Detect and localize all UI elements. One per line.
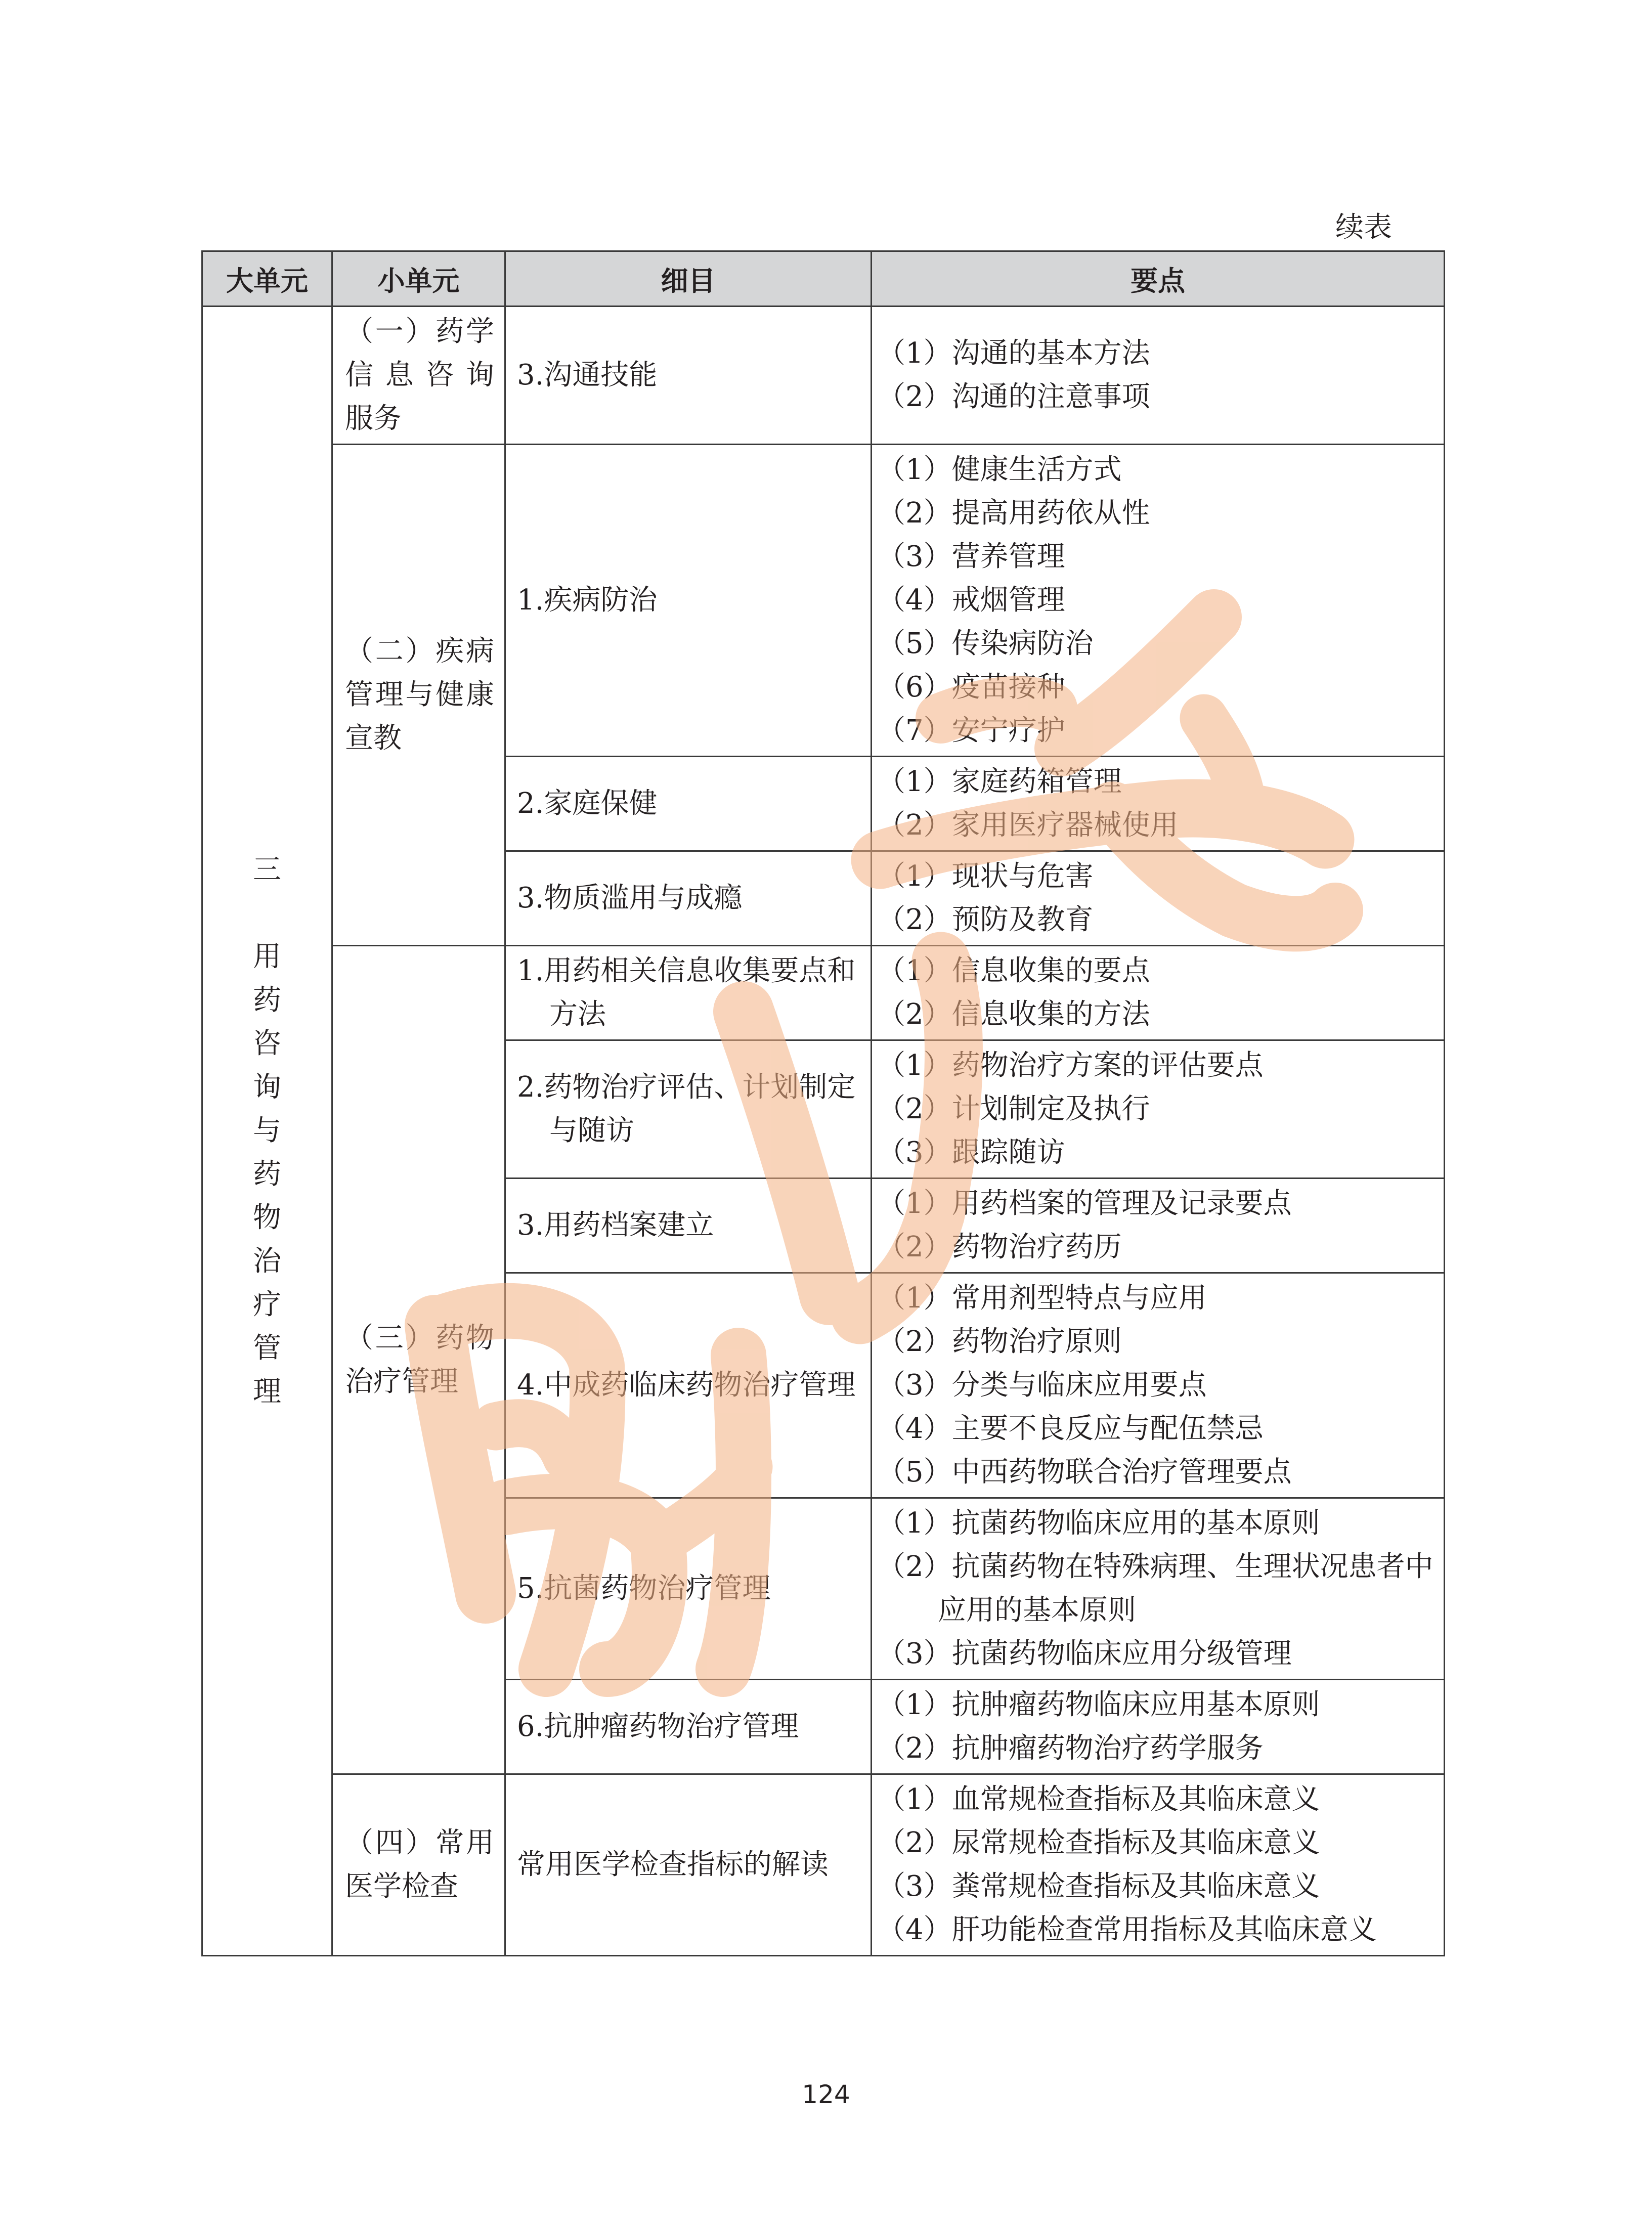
major-unit-char: 询 — [253, 1071, 281, 1104]
major-unit-char: 治 — [253, 1245, 281, 1278]
major-unit-char: 用 — [253, 940, 281, 973]
minor-unit-line: （三）药物 — [345, 1321, 494, 1355]
detail-text: 6.抗肿瘤药物治疗管理 — [517, 1710, 799, 1743]
minor-unit-line: （二）疾病 — [345, 635, 494, 668]
detail-text: 1.疾病防治 — [517, 584, 658, 617]
detail-text: 4.中成药临床药物治疗管理 — [517, 1369, 856, 1402]
key-point-item: （2）信息收集的方法 — [877, 998, 1150, 1031]
minor-unit-line: 服务 — [345, 402, 402, 435]
key-points-cell — [872, 851, 1445, 946]
key-point-item: （4）戒烟管理 — [877, 584, 1065, 617]
detail-cell — [505, 757, 872, 851]
detail-cell — [505, 1179, 872, 1273]
major-unit-char: 物 — [253, 1201, 281, 1234]
key-point-item: （5）传染病防治 — [877, 627, 1094, 660]
key-point-item: （2）预防及教育 — [877, 903, 1094, 936]
key-point-item: （1）药物治疗方案的评估要点 — [877, 1049, 1264, 1082]
key-point-item: （2）药物治疗药历 — [877, 1231, 1122, 1263]
continued-label: 续表 — [1335, 211, 1392, 244]
header-detail: 细目 — [505, 251, 872, 307]
key-point-item: （3）分类与临床应用要点 — [877, 1369, 1207, 1402]
key-point-item: （4）肝功能检查常用指标及其临床意义 — [877, 1913, 1377, 1946]
key-points-cell — [872, 1680, 1445, 1774]
key-points-cell — [872, 1273, 1445, 1498]
key-point-item: （1）健康生活方式 — [877, 453, 1122, 486]
table-header-row — [202, 251, 1445, 307]
major-unit-char: 咨 — [253, 1027, 281, 1060]
key-point-item: （3）粪常规检查指标及其临床意义 — [877, 1870, 1320, 1903]
major-unit-text — [203, 848, 331, 1414]
minor-unit-line: 医学检查 — [345, 1870, 458, 1903]
key-point-item: （3）跟踪随访 — [877, 1136, 1065, 1169]
detail-text: 2.家庭保健 — [517, 787, 658, 820]
detail-cell — [505, 851, 872, 946]
detail-text: 常用医学检查指标的解读 — [517, 1848, 829, 1881]
key-point-item: （3）抗菌药物临床应用分级管理 — [877, 1637, 1292, 1670]
table-row — [202, 1774, 1445, 1956]
minor-unit-line: 信息咨询 — [345, 359, 494, 391]
major-unit-cell — [202, 307, 332, 1956]
key-point-item: （2）沟通的注意事项 — [877, 380, 1150, 413]
key-point-item: （1）抗菌药物临床应用的基本原则 — [877, 1507, 1320, 1540]
key-point-item: （6）疫苗接种 — [877, 671, 1065, 704]
detail-text: 3.沟通技能 — [517, 359, 658, 391]
minor-unit-line: （一）药学 — [345, 315, 494, 348]
detail-text: 2.药物治疗评估、计划制定与随访 — [517, 1071, 856, 1147]
key-points-cell — [872, 946, 1445, 1040]
table-row — [202, 445, 1445, 757]
table-row — [202, 946, 1445, 1040]
key-point-item: （1）现状与危害 — [877, 860, 1094, 893]
major-unit-char: 理 — [253, 1375, 281, 1408]
table-body — [202, 307, 1445, 1956]
key-point-item: （2）家用医疗器械使用 — [877, 809, 1179, 842]
detail-text: 3.用药档案建立 — [517, 1209, 714, 1242]
key-points-cell — [872, 757, 1445, 851]
key-point-item: （2）尿常规检查指标及其临床意义 — [877, 1826, 1320, 1859]
key-points-cell — [872, 307, 1445, 445]
key-points-cell — [872, 445, 1445, 757]
header-key-points: 要点 — [872, 251, 1445, 307]
detail-cell — [505, 1680, 872, 1774]
minor-unit-cell — [332, 307, 505, 445]
header-major-unit: 大单元 — [202, 251, 332, 307]
key-point-item: （1）信息收集的要点 — [877, 954, 1150, 987]
detail-cell — [505, 1498, 872, 1680]
table-row — [202, 307, 1445, 445]
detail-text: 1.用药相关信息收集要点和方法 — [517, 954, 856, 1031]
key-point-item: （5）中西药物联合治疗管理要点 — [877, 1456, 1292, 1489]
key-points-cell — [872, 1040, 1445, 1179]
minor-unit-cell — [332, 445, 505, 946]
key-point-item: （2）药物治疗原则 — [877, 1325, 1122, 1358]
major-unit-char: 药 — [253, 984, 281, 1017]
key-point-item: （4）主要不良反应与配伍禁忌 — [877, 1412, 1264, 1445]
key-points-cell — [872, 1774, 1445, 1956]
minor-unit-line: 治疗管理 — [345, 1365, 458, 1398]
key-point-item: （2）计划制定及执行 — [877, 1093, 1150, 1125]
major-unit-char: 药 — [253, 1158, 281, 1191]
detail-cell — [505, 307, 872, 445]
detail-cell — [505, 1040, 872, 1179]
key-points-cell — [872, 1179, 1445, 1273]
key-point-item: （2）抗肿瘤药物治疗药学服务 — [877, 1732, 1264, 1765]
major-unit-char: 管 — [253, 1332, 281, 1365]
detail-cell — [505, 1774, 872, 1956]
key-point-item: （1）抗肿瘤药物临床应用基本原则 — [877, 1688, 1320, 1721]
minor-unit-cell — [332, 946, 505, 1774]
minor-unit-line: 管理与健康 — [345, 678, 494, 711]
detail-text: 3.物质滥用与成瘾 — [517, 882, 743, 914]
syllabus-table — [201, 250, 1445, 1956]
minor-unit-cell — [332, 1774, 505, 1956]
major-unit-char: 与 — [253, 1114, 281, 1147]
key-point-item: （2）抗菌药物在特殊病理、生理状况患者中应用的基本原则 — [877, 1550, 1433, 1627]
detail-cell — [505, 1273, 872, 1498]
key-points-cell — [872, 1498, 1445, 1680]
major-unit-char: 三 — [253, 853, 281, 886]
detail-text: 5.抗菌药物治疗管理 — [517, 1572, 771, 1605]
key-point-item: （3）营养管理 — [877, 540, 1065, 573]
key-point-item: （1）沟通的基本方法 — [877, 337, 1150, 370]
key-point-item: （1）血常规检查指标及其临床意义 — [877, 1783, 1320, 1816]
minor-unit-line: （四）常用 — [345, 1826, 494, 1859]
major-unit-char: 疗 — [253, 1288, 281, 1321]
key-point-item: （1）常用剂型特点与应用 — [877, 1282, 1207, 1315]
detail-cell — [505, 946, 872, 1040]
key-point-item: （2）提高用药依从性 — [877, 497, 1150, 530]
page-number: 124 — [802, 2080, 850, 2109]
key-point-item: （1）家庭药箱管理 — [877, 765, 1122, 798]
key-point-item: （1）用药档案的管理及记录要点 — [877, 1187, 1292, 1220]
minor-unit-line: 宣教 — [345, 722, 402, 755]
header-minor-unit: 小单元 — [332, 251, 505, 307]
detail-cell — [505, 445, 872, 757]
key-point-item: （7）安宁疗护 — [877, 714, 1065, 747]
